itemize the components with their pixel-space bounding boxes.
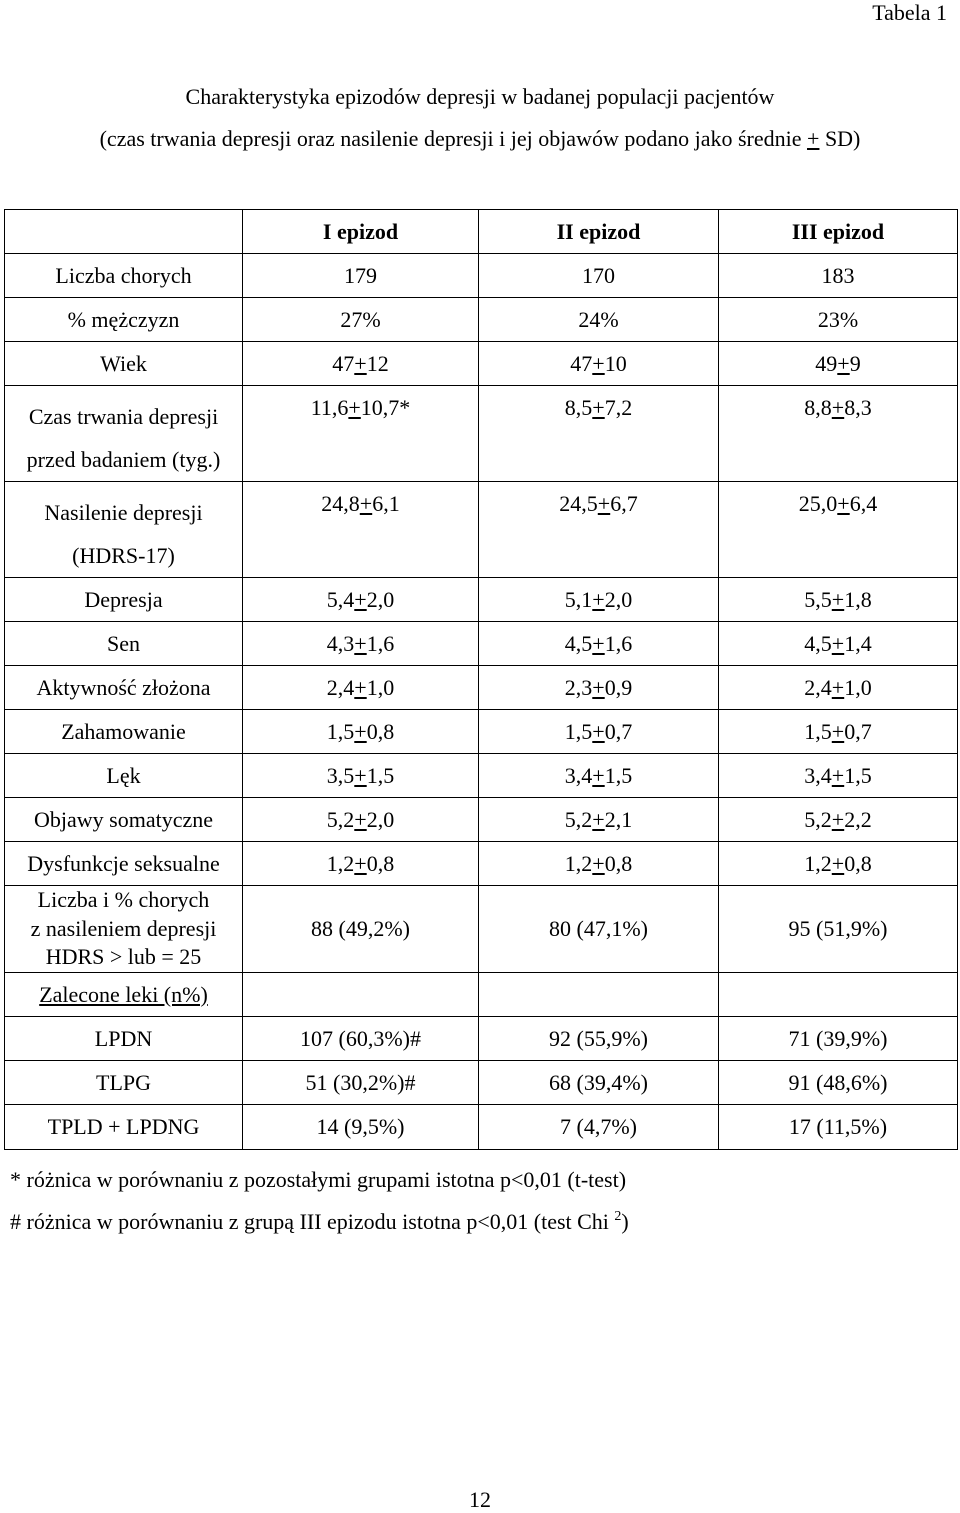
plusminus-sign: +: [354, 351, 367, 376]
depression-episodes-table: [4, 209, 958, 1150]
footnote-chi2-superscript: 2: [614, 1209, 622, 1224]
plusminus-sign: +: [354, 587, 367, 612]
table-cell: 71 (39,9%): [719, 1016, 958, 1060]
table-row: [5, 754, 958, 798]
plusminus-sign: +: [831, 631, 845, 656]
table-cell: 2,4+1,0: [243, 666, 479, 710]
table-cell: 47+12: [243, 342, 479, 386]
row-label: Liczba chorych: [5, 254, 243, 298]
table-cell: 5,2+2,2: [719, 798, 958, 842]
caption-text-start: (czas trwania depresji oraz nasilenie depresji i jej objawów podano jako średnie: [99, 126, 808, 151]
row-label: [5, 482, 243, 578]
row-label-line1: Liczba i % chorych: [37, 887, 210, 912]
footnote-chi2: [10, 1209, 629, 1235]
table-number-label: Tabela 1: [872, 0, 947, 25]
plusminus-sign: +: [359, 491, 373, 516]
table-cell: 51 (30,2%)#: [243, 1060, 479, 1104]
table-cell: 170: [479, 254, 719, 298]
table-row: [5, 666, 958, 710]
table-cell: 11,6+10,7*: [243, 386, 479, 482]
table-row: [5, 798, 958, 842]
table-row: [5, 254, 958, 298]
table-cell: 24,8+6,1: [243, 482, 479, 578]
table-cell: 95 (51,9%): [719, 886, 958, 973]
table-cell: 2,4+1,0: [719, 666, 958, 710]
row-label: Sen: [5, 622, 243, 666]
page-number: 12: [469, 1487, 491, 1512]
row-label: TLPG: [5, 1060, 243, 1104]
plusminus-sign: +: [354, 631, 367, 656]
plusminus-sign: +: [831, 763, 845, 788]
row-label: Depresja: [5, 578, 243, 622]
table-cell: 5,4+2,0: [243, 578, 479, 622]
table-cell: 24%: [479, 298, 719, 342]
plusminus-sign: +: [837, 351, 850, 376]
table-row: [5, 482, 958, 578]
plusminus-sign: +: [592, 763, 605, 788]
table-row: [5, 842, 958, 886]
footnote-chi2-end: ): [621, 1209, 629, 1234]
table-cell: 24,5+6,7: [479, 482, 719, 578]
table-row: [5, 386, 958, 482]
footnote-chi2-text: # różnica w porównaniu z grupą III epizodu istotna p<0,01 (test Chi: [10, 1209, 615, 1234]
row-label: [5, 386, 243, 482]
table-cell: 1,5+0,8: [243, 710, 479, 754]
plusminus-sign: +: [354, 807, 367, 832]
drugs-section-label: [5, 972, 243, 1016]
row-label: % mężczyzn: [5, 298, 243, 342]
plusminus-sign: +: [354, 851, 367, 876]
table-cell: 5,2+2,0: [243, 798, 479, 842]
plusminus-sign: +: [592, 351, 605, 376]
row-label: Aktywność złożona: [5, 666, 243, 710]
row-label-line2: przed badaniem (tyg.): [26, 447, 221, 472]
row-label-line2: z nasileniem depresji: [30, 915, 217, 941]
row-label-line1: Nasilenie depresji: [44, 500, 203, 525]
table-cell: 1,2+0,8: [243, 842, 479, 886]
table-cell: 17 (11,5%): [719, 1104, 958, 1149]
table-cell: 5,5+1,8: [719, 578, 958, 622]
table-cell: 4,5+1,6: [479, 622, 719, 666]
table-cell: 8,8+8,3: [719, 386, 958, 482]
plusminus-sign: +: [592, 807, 605, 832]
table-header-row: [5, 210, 958, 254]
plusminus-sign: +: [837, 491, 850, 516]
table-cell: 183: [719, 254, 958, 298]
plusminus-sign: +: [354, 719, 367, 744]
table-cell: 91 (48,6%): [719, 1060, 958, 1104]
table-row: [5, 1016, 958, 1060]
plusminus-sign: +: [592, 675, 605, 700]
table-cell: 3,4+1,5: [479, 754, 719, 798]
plusminus-sign: +: [592, 587, 605, 612]
row-label: [5, 886, 243, 973]
table-cell: 1,2+0,8: [719, 842, 958, 886]
row-label-line3: HDRS > lub = 25: [45, 944, 202, 969]
caption-plusminus: +: [807, 126, 820, 151]
plusminus-sign: +: [592, 395, 605, 420]
row-label: LPDN: [5, 1016, 243, 1060]
table-cell: 1,2+0,8: [479, 842, 719, 886]
row-label: TPLD + LPDNG: [5, 1104, 243, 1149]
table-cell: [479, 972, 719, 1016]
table-cell: [719, 972, 958, 1016]
plusminus-sign: +: [831, 675, 845, 700]
table-cell: 92 (55,9%): [479, 1016, 719, 1060]
table-cell: 3,4+1,5: [719, 754, 958, 798]
plusminus-sign: +: [592, 719, 605, 744]
plusminus-sign: +: [348, 395, 361, 420]
row-label: Wiek: [5, 342, 243, 386]
plusminus-sign: +: [592, 631, 605, 656]
row-label-line1: Czas trwania depresji: [28, 404, 219, 429]
plusminus-sign: +: [831, 395, 845, 420]
header-episode-3: III epizod: [719, 210, 958, 254]
plusminus-sign: +: [831, 807, 845, 832]
plusminus-sign: +: [831, 719, 845, 744]
table-cell: 80 (47,1%): [479, 886, 719, 973]
table-caption-line1: Charakterystyka epizodów depresji w badanej populacji pacjentów: [185, 84, 775, 109]
caption-text-end: SD): [819, 126, 861, 151]
table-row: [5, 886, 958, 973]
table-cell: 14 (9,5%): [243, 1104, 479, 1149]
table-cell: 1,5+0,7: [719, 710, 958, 754]
table-row: [5, 622, 958, 666]
table-cell: [243, 972, 479, 1016]
plusminus-sign: +: [597, 491, 611, 516]
table-row: [5, 578, 958, 622]
header-episode-1: I epizod: [243, 210, 479, 254]
table-cell: 27%: [243, 298, 479, 342]
table-row: [5, 1104, 958, 1149]
row-label: Objawy somatyczne: [5, 798, 243, 842]
table-cell: 25,0+6,4: [719, 482, 958, 578]
table-cell: 5,2+2,1: [479, 798, 719, 842]
table-cell: 88 (49,2%): [243, 886, 479, 973]
table-cell: 4,5+1,4: [719, 622, 958, 666]
row-label: Zahamowanie: [5, 710, 243, 754]
header-empty-cell: [5, 210, 243, 254]
table-cell: 68 (39,4%): [479, 1060, 719, 1104]
row-label: Lęk: [5, 754, 243, 798]
table-cell: 107 (60,3%)#: [243, 1016, 479, 1060]
table-cell: 7 (4,7%): [479, 1104, 719, 1149]
plusminus-sign: +: [354, 763, 367, 788]
table-row: [5, 1060, 958, 1104]
drugs-section-header: [5, 972, 958, 1016]
plusminus-sign: +: [592, 851, 605, 876]
table-cell: 4,3+1,6: [243, 622, 479, 666]
table-cell: 2,3+0,9: [479, 666, 719, 710]
table-cell: 179: [243, 254, 479, 298]
table-cell: 1,5+0,7: [479, 710, 719, 754]
table-caption-line2: [0, 126, 960, 152]
footnote-ttest: * różnica w porównaniu z pozostałymi grupami istotna p<0,01 (t-test): [10, 1167, 627, 1192]
plusminus-sign: +: [354, 675, 367, 700]
row-label: Dysfunkcje seksualne: [5, 842, 243, 886]
plusminus-sign: +: [831, 851, 845, 876]
table-cell: 49+9: [719, 342, 958, 386]
drugs-section-title: Zalecone leki (n%): [39, 981, 208, 1007]
table-row: [5, 710, 958, 754]
header-episode-2: II epizod: [479, 210, 719, 254]
table-cell: 5,1+2,0: [479, 578, 719, 622]
row-label-line2: (HDRS-17): [72, 543, 175, 568]
table-row: [5, 342, 958, 386]
table-cell: 47+10: [479, 342, 719, 386]
table-cell: 23%: [719, 298, 958, 342]
table-cell: 8,5+7,2: [479, 386, 719, 482]
plusminus-sign: +: [831, 587, 845, 612]
table-cell: 3,5+1,5: [243, 754, 479, 798]
table-row: [5, 298, 958, 342]
